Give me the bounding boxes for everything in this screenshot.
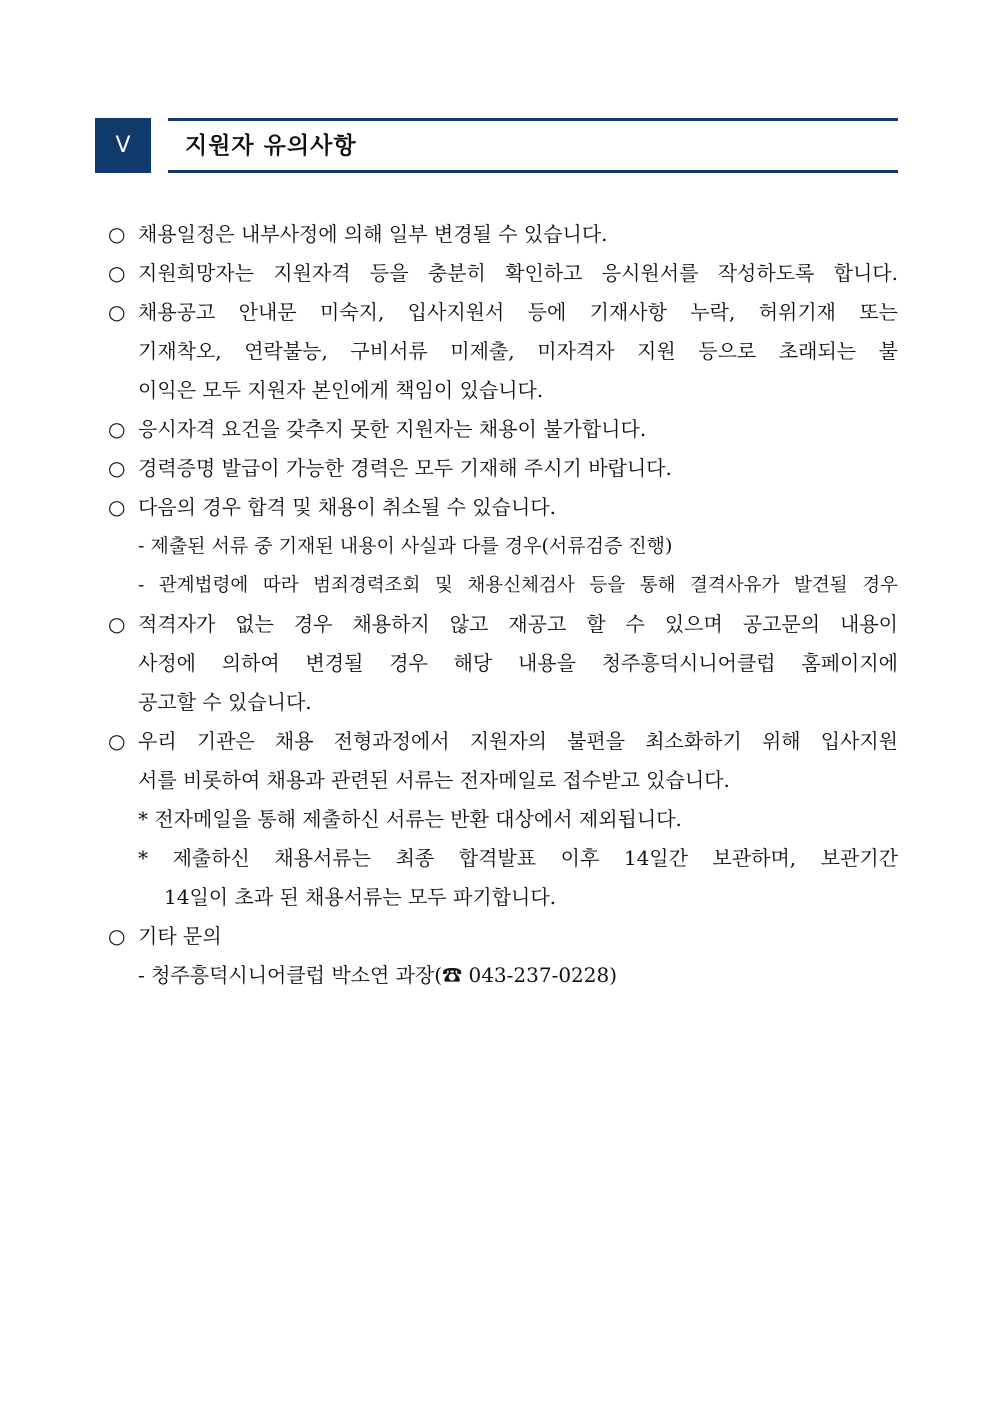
circle-bullet-icon: ○ [108, 729, 126, 753]
list-item-continuation [108, 644, 898, 683]
circle-bullet-icon: ○ [108, 924, 126, 948]
item-text: 다음의 경우 합격 및 채용이 취소될 수 있습니다. [138, 495, 556, 519]
item-text: 지원희망자는 지원자격 등을 충분히 확인하고 응시원서를 작성하도록 합니다. [138, 261, 898, 285]
section-title: 지원자 유의사항 [185, 133, 357, 159]
item-text: 경력증명 발급이 가능한 경력은 모두 기재해 주시기 바랍니다. [138, 456, 672, 480]
item-text: 적격자가 없는 경우 채용하지 않고 재공고 할 수 있으며 공고문의 내용이 [138, 612, 898, 636]
circle-bullet-icon: ○ [108, 222, 126, 246]
section-header [95, 118, 898, 173]
circle-bullet-icon: ○ [108, 456, 126, 480]
note-item-continuation [108, 878, 898, 917]
item-text: * 제출하신 채용서류는 최종 합격발표 이후 14일간 보관하며, 보관기간 [138, 846, 898, 870]
list-item-continuation [108, 683, 898, 722]
title-rule-bottom [168, 170, 898, 173]
circle-bullet-icon: ○ [108, 612, 126, 636]
section-number-badge: V [95, 118, 151, 173]
list-item [108, 449, 898, 488]
item-text: 서를 비롯하여 채용과 관련된 서류는 전자메일로 접수받고 있습니다. [138, 768, 730, 792]
item-text: - 관계법령에 따라 범죄경력조회 및 채용신체검사 등을 통해 결격사유가 발견될 경우 [138, 575, 898, 596]
item-text: 기재착오, 연락불능, 구비서류 미제출, 미자격자 지원 등으로 초래되는 불 [138, 339, 898, 363]
list-item [108, 722, 898, 761]
sub-item [108, 566, 898, 605]
circle-bullet-icon: ○ [108, 300, 126, 324]
item-text: 우리 기관은 채용 전형과정에서 지원자의 불편을 최소화하기 위해 입사지원 [138, 729, 898, 753]
list-item-continuation [108, 371, 898, 410]
circle-bullet-icon: ○ [108, 495, 126, 519]
note-item [108, 839, 898, 878]
item-text: 채용일정은 내부사정에 의해 일부 변경될 수 있습니다. [138, 222, 608, 246]
list-item [108, 254, 898, 293]
list-item [108, 215, 898, 254]
list-item [108, 410, 898, 449]
item-text: 이익은 모두 지원자 본인에게 책임이 있습니다. [138, 378, 544, 402]
item-text: - 청주흥덕시니어클럽 박소연 과장(☎ 043-237-0228) [138, 963, 618, 987]
item-text: 사정에 의하여 변경될 경우 해당 내용을 청주흥덕시니어클럽 홈페이지에 [138, 651, 898, 675]
list-item [108, 488, 898, 527]
item-text: 기타 문의 [138, 924, 222, 948]
item-text: 14일이 초과 된 채용서류는 모두 파기합니다. [164, 885, 557, 909]
contact-line [108, 956, 898, 995]
list-item [108, 293, 898, 332]
list-item [108, 605, 898, 644]
item-text: 응시자격 요건을 갖추지 못한 지원자는 채용이 불가합니다. [138, 417, 647, 441]
item-text: - 제출된 서류 중 기재된 내용이 사실과 다를 경우(서류검증 진행) [138, 535, 673, 557]
circle-bullet-icon: ○ [108, 261, 126, 285]
list-item [108, 917, 898, 956]
circle-bullet-icon: ○ [108, 417, 126, 441]
list-item-continuation [108, 332, 898, 371]
sub-item [108, 527, 898, 566]
item-text: 공고할 수 있습니다. [138, 690, 312, 714]
note-item [108, 800, 898, 839]
list-item-continuation [108, 761, 898, 800]
title-rule-top [168, 118, 898, 121]
item-text: 채용공고 안내문 미숙지, 입사지원서 등에 기재사항 누락, 허위기재 또는 [138, 300, 898, 324]
notice-list [108, 215, 898, 995]
item-text: * 전자메일을 통해 제출하신 서류는 반환 대상에서 제외됩니다. [138, 807, 682, 831]
